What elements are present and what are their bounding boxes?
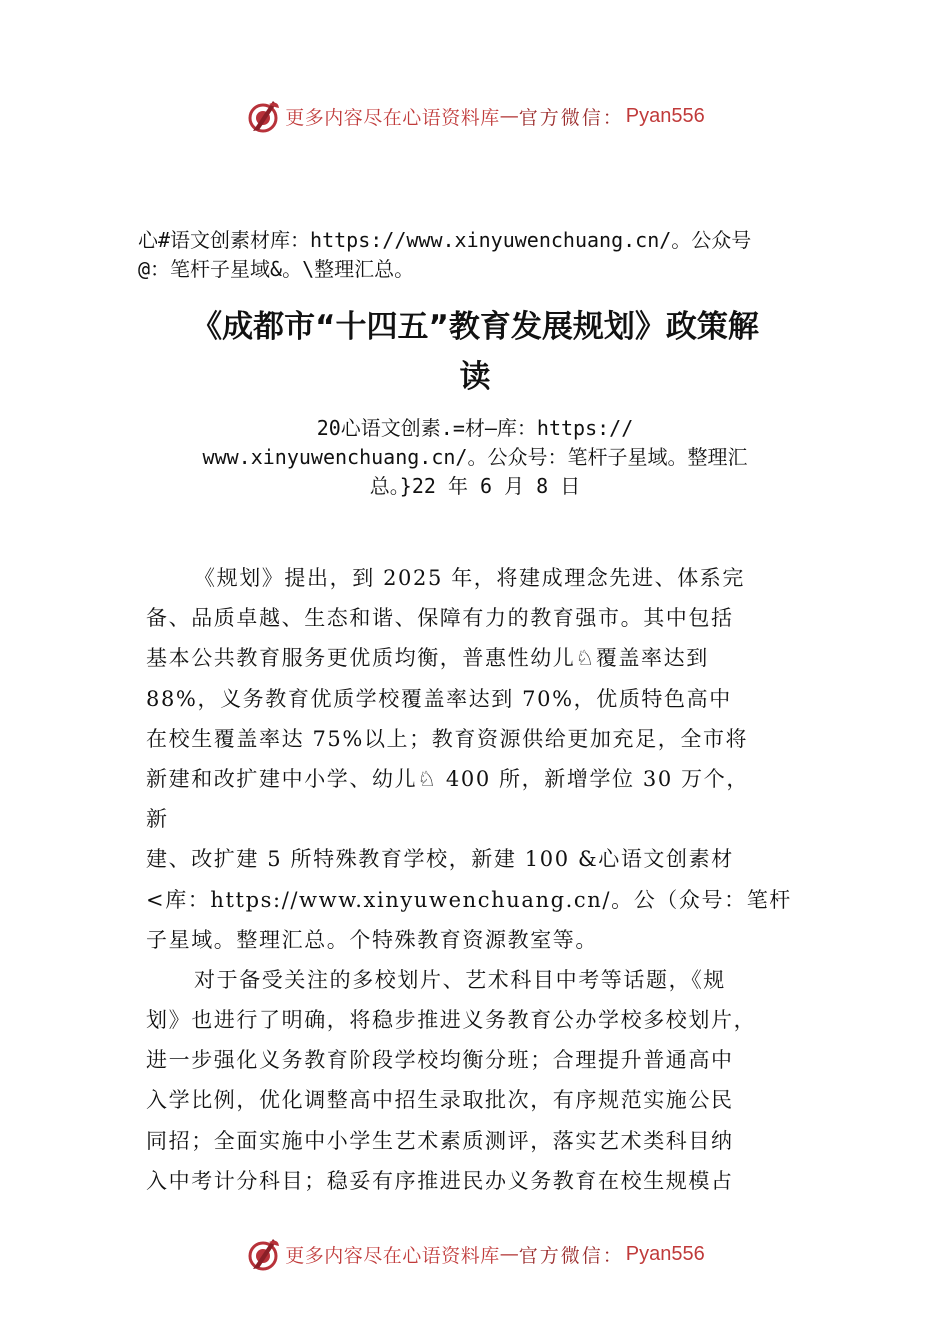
body-line: 进一步强化义务教育阶段学校均衡分班；合理提升普通高中 xyxy=(146,1048,734,1073)
body-line: 新建和改扩建中小学、幼儿♘ 400 所，新增学位 30 万个， xyxy=(146,766,749,791)
banner-text: 更多内容尽在心语资料库 xyxy=(285,106,500,129)
byline-date: 总。}22 年 6 月 8 日 xyxy=(369,474,581,498)
watermark-line: 心#语文创素材库：https://www.xinyuwenchuang.cn/。公众号 xyxy=(138,228,752,252)
body-line: 对于备受关注的多校划片、艺术科目中考等话题，《规 xyxy=(194,967,726,992)
banner-label: 官方微信： xyxy=(518,106,624,129)
body-line: 建、改扩建 5 所特殊教育学校，新建 100 &心语文创素材 xyxy=(146,847,734,872)
body-line: 子星域。整理汇总。个特殊教育资源教室等。 xyxy=(146,927,598,952)
page-title xyxy=(120,302,830,402)
body-line: 《规划》提出，到 2025 年，将建成理念先进、体系完 xyxy=(194,566,745,590)
body-line: 新 xyxy=(146,807,169,832)
title-line: 读 xyxy=(459,359,491,395)
body-line: 入中考计分科目；稳妥有序推进民办义务教育在校生规模占 xyxy=(146,1168,734,1193)
body-line: 基本公共教育服务更优质均衡，普惠性幼儿♘覆盖率达到 xyxy=(146,646,709,671)
banner-text: 更多内容尽在心语资料库 xyxy=(285,1244,500,1267)
footer-banner xyxy=(0,1232,950,1276)
body-line: 同招；全面实施中小学生艺术素质测评，落实艺术类科目纳 xyxy=(146,1128,734,1153)
banner-separator: — xyxy=(499,1243,519,1265)
banner-separator: — xyxy=(499,105,519,127)
body-line: 入学比例，优化调整高中招生录取批次，有序规范实施公民 xyxy=(146,1088,734,1113)
byline-line: www.xinyuwenchuang.cn/。公众号：笔杆子星域。整理汇 xyxy=(202,445,748,469)
title-line: 《成都市“十四五”教育发展规划》政策解 xyxy=(191,309,759,345)
byline xyxy=(140,414,810,501)
watermark-top xyxy=(138,226,838,284)
body-line: 备、品质卓越、生态和谐、保障有力的教育强市。其中包括 xyxy=(146,606,734,631)
body-line: 划》也进行了明确，将稳步推进义务教育公办学校多校划片， xyxy=(146,1008,757,1033)
wechat-id: Pyan556 xyxy=(625,1242,705,1265)
quill-logo-icon xyxy=(245,1236,281,1272)
quill-logo-icon xyxy=(245,98,281,134)
body-line: <库：https://www.xinyuwenchuang.cn/。公（众号：笔杆 xyxy=(146,887,792,912)
wechat-id: Pyan556 xyxy=(625,104,705,127)
banner-label: 官方微信： xyxy=(518,1244,624,1267)
article-body xyxy=(146,558,806,1201)
header-banner xyxy=(0,94,950,138)
body-line: 88%，义务教育优质学校覆盖率达到 70%，优质特色高中 xyxy=(146,686,732,711)
byline-line: 20心语文创素.=材—库：https:// xyxy=(316,416,634,440)
body-line: 在校生覆盖率达 75%以上；教育资源供给更加充足，全市将 xyxy=(146,726,749,751)
watermark-line: @：笔杆子星域&。\整理汇总。 xyxy=(138,257,415,281)
